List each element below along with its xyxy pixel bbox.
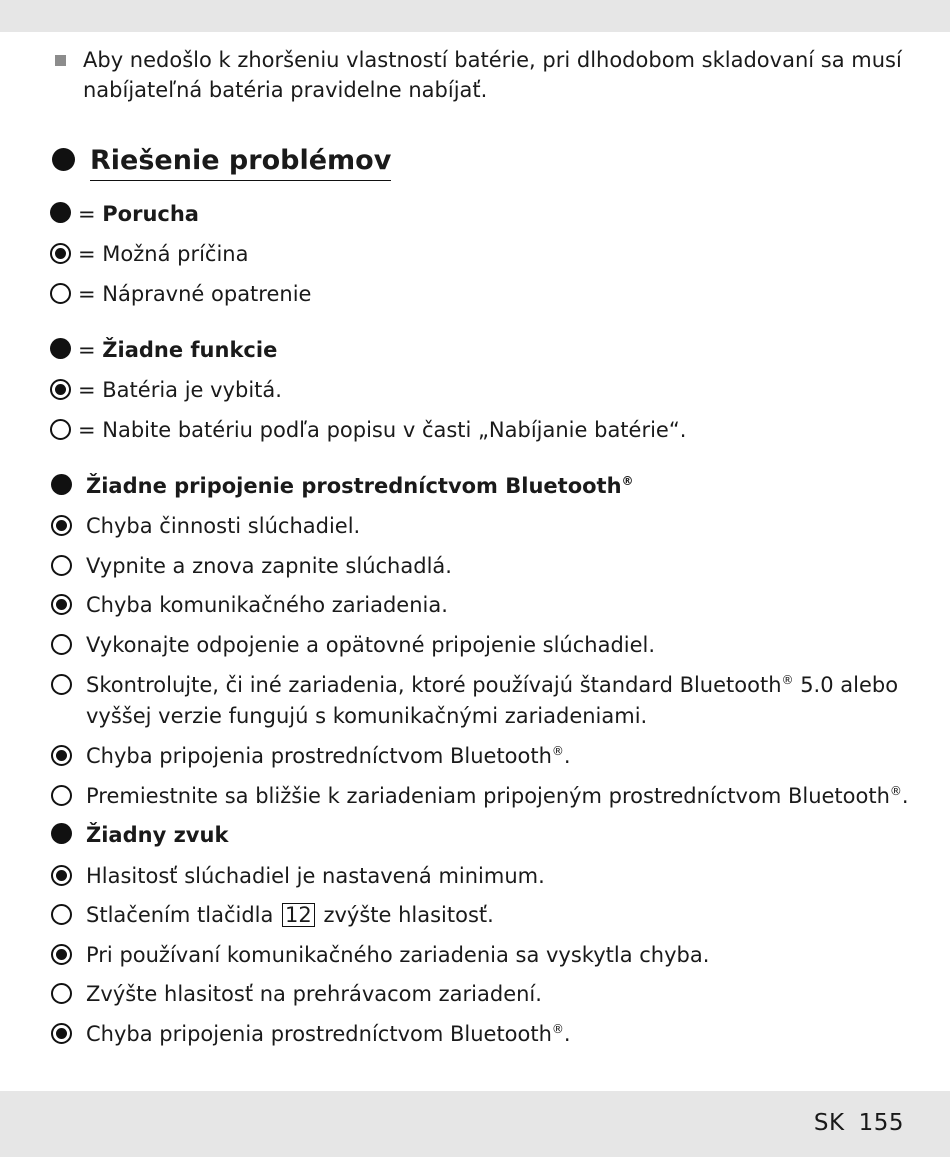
issue3-item-5 (86, 1019, 571, 1049)
issue2-title-label: Žiadne pripojenie prostredníctvom Bluetooth (86, 474, 622, 498)
remedy-icon (51, 785, 72, 806)
issue3-item-2-a: Stlačením tlačidla (86, 903, 281, 927)
issue3-item-3: Pri používaní komunikačného zariadenia sa vyskytla chyba. (86, 943, 710, 967)
issue1-cause: = Batéria je vybitá. (78, 378, 282, 402)
remedy-icon (51, 904, 72, 925)
issue2-item-2: Vypnite a znova zapnite slúchadlá. (86, 554, 452, 578)
legend-fault (78, 199, 199, 229)
cause-icon (51, 594, 72, 615)
issue3-item-2 (86, 900, 494, 930)
cause-icon (51, 745, 72, 766)
top-bar (0, 0, 950, 32)
issue2-title (86, 471, 634, 501)
remedy-icon (51, 555, 72, 576)
issue2-item-7 (86, 781, 909, 811)
filled-circle-icon (52, 148, 75, 171)
legend-remedy: = Nápravné opatrenie (78, 282, 312, 306)
remedy-icon (50, 283, 71, 304)
cause-icon (51, 515, 72, 536)
issue2-item-6 (86, 741, 571, 771)
fault-icon (51, 823, 72, 844)
footer-bar (0, 1091, 950, 1157)
legend-fault-label: Porucha (102, 202, 199, 226)
cause-icon (50, 379, 71, 400)
registered-mark: ® (551, 744, 564, 758)
fault-icon (50, 202, 71, 223)
page-number-value: 155 (858, 1110, 904, 1136)
issue2-item-5-b: 5.0 alebo (793, 673, 899, 697)
issue2-item-7-text: Premiestnite sa bližšie k zariadeniam pripojeným prostredníctvom Bluetooth (86, 784, 890, 808)
language-code: SK (813, 1110, 845, 1136)
legend-fault-eq: = (78, 202, 103, 226)
intro-line-2: nabíjateľná batéria pravidelne nabíjať. (83, 78, 488, 102)
issue1-title-label: Žiadne funkcie (102, 338, 278, 362)
issue1-remedy: = Nabite batériu podľa popisu v časti „Nabíjanie batérie“. (78, 418, 687, 442)
square-bullet-icon (55, 55, 66, 66)
cause-icon (50, 243, 71, 264)
fault-icon (50, 338, 71, 359)
issue3-item-5-text: Chyba pripojenia prostredníctvom Bluetooth (86, 1022, 552, 1046)
section-title: Riešenie problémov (90, 144, 391, 181)
remedy-icon (50, 419, 71, 440)
issue3-item-2-b: zvýšte hlasitosť. (316, 903, 494, 927)
issue2-item-3: Chyba komunikačného zariadenia. (86, 593, 448, 617)
button-number-box: 12 (282, 903, 315, 927)
legend-cause: = Možná príčina (78, 242, 249, 266)
issue3-title: Žiadny zvuk (86, 823, 229, 847)
issue2-item-5-line2: vyššej verzie fungujú s komunikačnými zariadeniami. (86, 704, 648, 728)
issue2-item-5 (86, 670, 898, 700)
issue2-item-1: Chyba činnosti slúchadiel. (86, 514, 361, 538)
issue3-item-4: Zvýšte hlasitosť na prehrávacom zariadení. (86, 982, 542, 1006)
registered-mark: ® (889, 784, 902, 798)
issue2-item-5-a: Skontrolujte, či iné zariadenia, ktoré používajú štandard Bluetooth (86, 673, 782, 697)
issue3-item-5-end: . (563, 1022, 571, 1046)
issue1-title (78, 335, 277, 365)
remedy-icon (51, 634, 72, 655)
registered-mark: ® (781, 673, 794, 687)
issue3-item-1: Hlasitosť slúchadiel je nastavená minimum. (86, 864, 545, 888)
issue1-eq: = (78, 338, 103, 362)
intro-line-1: Aby nedošlo k zhoršeniu vlastností batérie, pri dlhodobom skladovaní sa musí (83, 48, 902, 72)
cause-icon (51, 944, 72, 965)
issue2-item-4: Vykonajte odpojenie a opätovné pripojenie slúchadiel. (86, 633, 656, 657)
issue2-item-6-end: . (563, 744, 571, 768)
page-number (814, 1108, 904, 1138)
issue2-item-7-end: . (901, 784, 909, 808)
remedy-icon (51, 674, 72, 695)
cause-icon (51, 865, 72, 886)
remedy-icon (51, 983, 72, 1004)
issue2-item-6-text: Chyba pripojenia prostredníctvom Bluetooth (86, 744, 552, 768)
fault-icon (51, 474, 72, 495)
registered-mark: ® (621, 474, 634, 488)
registered-mark: ® (551, 1022, 564, 1036)
cause-icon (51, 1023, 72, 1044)
